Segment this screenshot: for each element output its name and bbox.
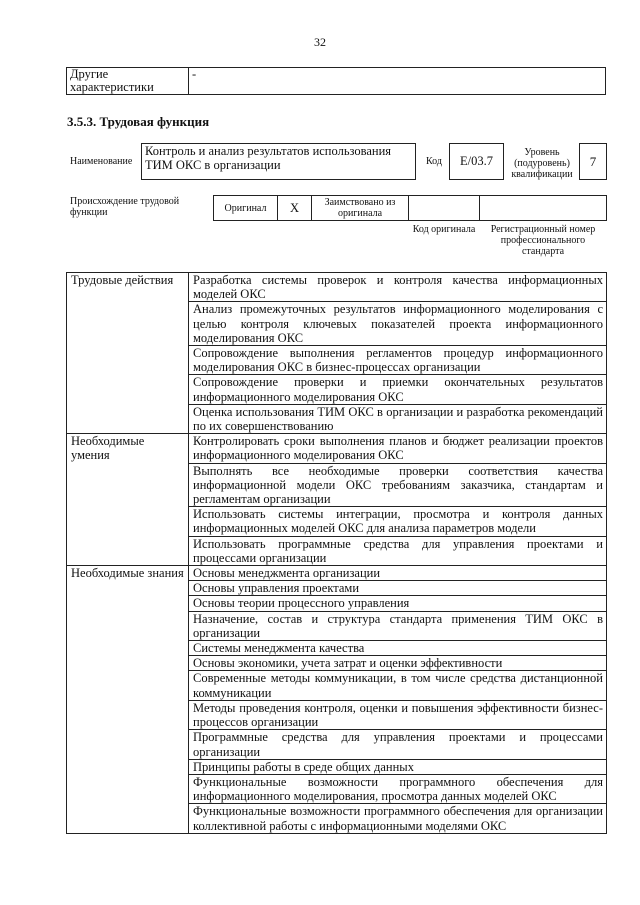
section-item: Анализ промежуточных результатов информационного моделирования с целью контроля ключевых показателей проекта информационного моделирования ОКС <box>189 302 607 346</box>
section-item: Основы менеджмента организации <box>189 566 607 581</box>
section-title: Необходимые знания <box>67 566 189 834</box>
section-item: Сопровождение проверки и приемки окончательных результатов информационного моделирования ОКС <box>189 375 607 404</box>
other-characteristics-label: Другие характеристики <box>67 68 189 95</box>
section-item: Основы теории процессного управления <box>189 596 607 611</box>
origin-label: Происхождение трудовой функции <box>70 196 180 218</box>
labor-function-table <box>66 272 607 834</box>
section-heading: 3.5.3. Трудовая функция <box>67 114 210 129</box>
code-label: Код <box>426 156 442 167</box>
section-item: Использовать программные средства для управления проектами и процессами организации <box>189 536 607 565</box>
page-number: 32 <box>314 35 326 49</box>
section-item: Основы экономики, учета затрат и оценки эффективности <box>189 656 607 671</box>
section-item: Современные методы коммуникации, в том числе средства дистанционной коммуникации <box>189 671 607 700</box>
qualification-level: 7 <box>579 143 607 180</box>
other-characteristics-table <box>66 67 606 95</box>
original-mark: X <box>277 195 312 221</box>
table-row <box>67 273 607 302</box>
section-item: Функциональные возможности программного обеспечения для информационного моделирования, просмотра данных моделей ОКС <box>189 774 607 803</box>
section-item: Основы управления проектами <box>189 581 607 596</box>
section-title: Необходимые умения <box>67 434 189 566</box>
section-item: Контролировать сроки выполнения планов и бюджет реализации проектов информационного моделирования ОКС <box>189 434 607 463</box>
section-item: Программные средства для управления проектами и процессами организации <box>189 730 607 759</box>
function-code: E/03.7 <box>449 143 504 180</box>
reg-number-caption: Регистрационный номер профессионального стандарта <box>490 224 596 257</box>
section-item: Выполнять все необходимые проверки соответствия качества информационной модели ОКС требованиям заказчика, стандартам и регламентам организации <box>189 463 607 507</box>
section-item: Сопровождение выполнения регламентов процедур информационного моделирования ОКС в бизнес-процессах организации <box>189 346 607 375</box>
reg-number-cell <box>479 195 607 221</box>
original-label: Оригинал <box>213 195 278 221</box>
table-row <box>67 566 607 581</box>
code-original-cell <box>408 195 480 221</box>
section-item: Назначение, состав и структура стандарта применения ТИМ ОКС в организации <box>189 611 607 640</box>
level-label: Уровень (подуровень) квалификации <box>511 146 573 180</box>
borrowed-label: Заимствовано из оригинала <box>311 195 409 221</box>
code-original-caption: Код оригинала <box>412 224 476 235</box>
section-item: Использовать системы интеграции, просмотра и контроля данных информационных моделей ОКС для анализа параметров модели <box>189 507 607 536</box>
function-name: Контроль и анализ результатов использования ТИМ ОКС в организации <box>141 143 416 180</box>
section-item: Разработка системы проверок и контроля качества информационных моделей ОКС <box>189 273 607 302</box>
other-characteristics-value: - <box>189 68 606 95</box>
section-item: Функциональные возможности программного обеспечения для организации коллективной работы с информационными моделями ОКС <box>189 804 607 833</box>
name-label: Наименование <box>70 156 133 167</box>
section-item: Методы проведения контроля, оценки и повышения эффективности бизнес-процессов организации <box>189 700 607 729</box>
section-title: Трудовые действия <box>67 273 189 434</box>
table-row <box>67 434 607 463</box>
section-item: Принципы работы в среде общих данных <box>189 759 607 774</box>
section-item: Оценка использования ТИМ ОКС в организации и разработка рекомендаций по их совершенствованию <box>189 404 607 433</box>
section-item: Системы менеджмента качества <box>189 641 607 656</box>
